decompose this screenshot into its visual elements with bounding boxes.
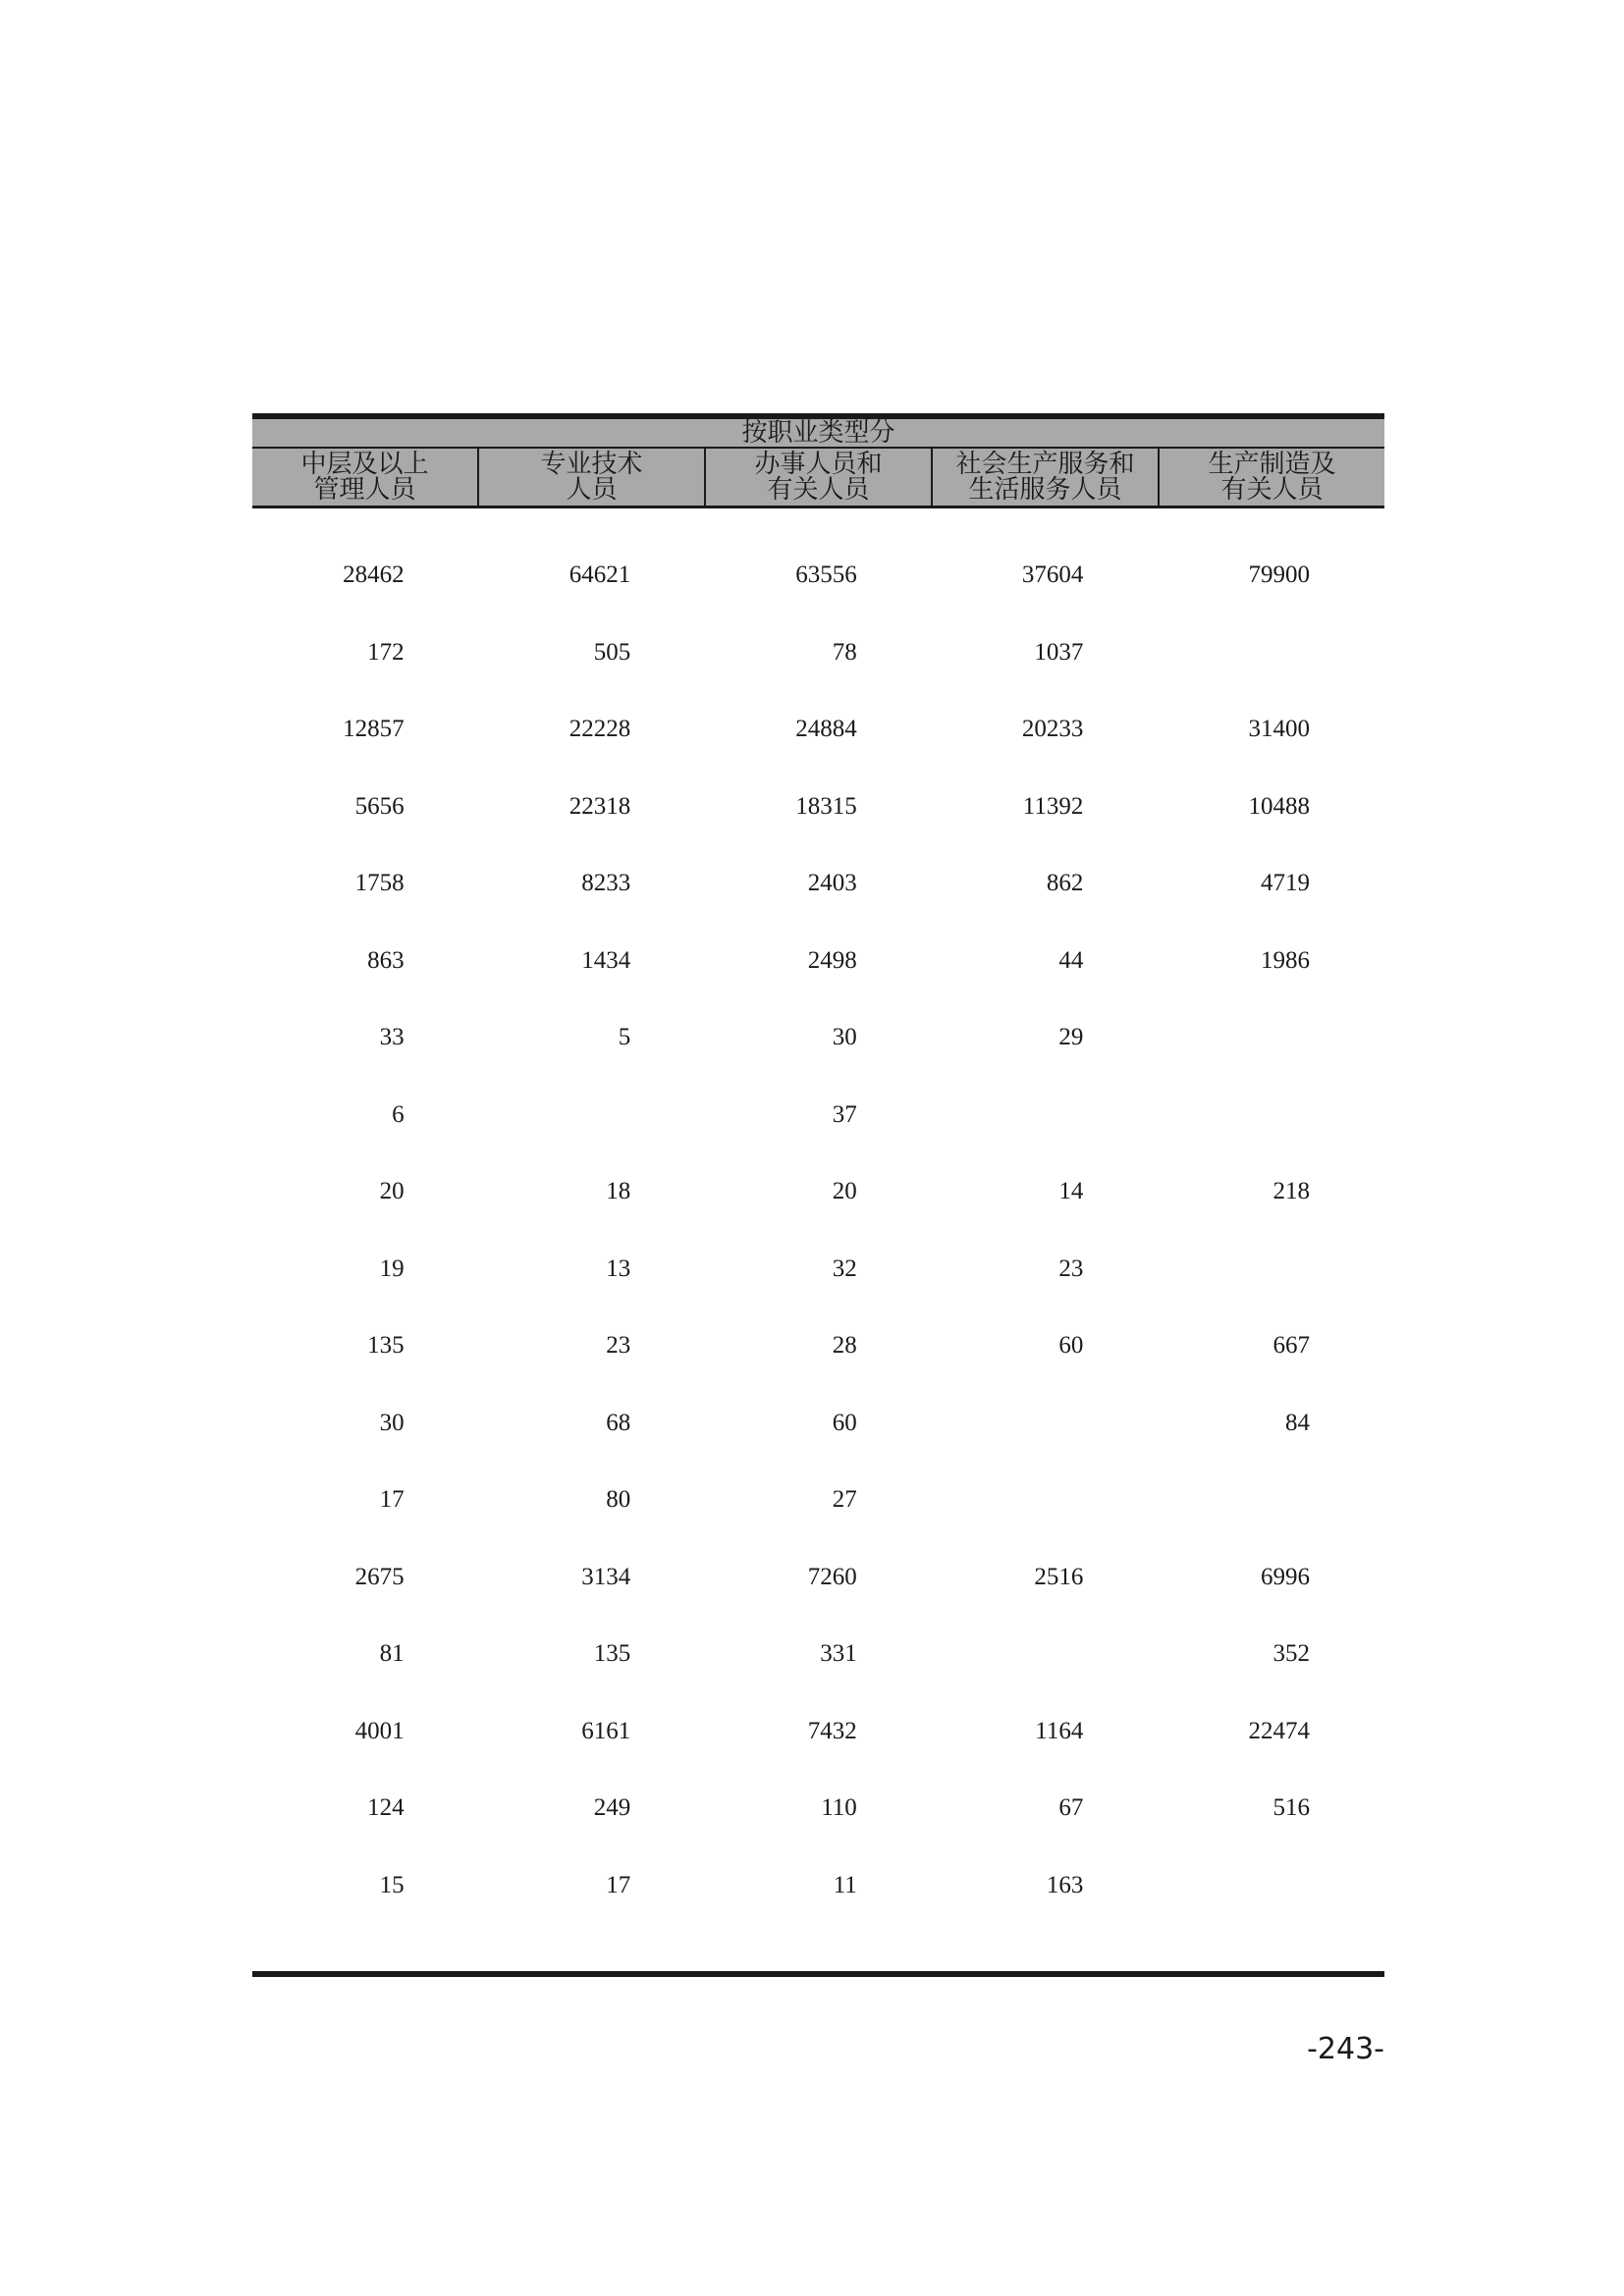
- table-cell: 20233: [1021, 716, 1084, 743]
- table-cell: 862: [1046, 870, 1084, 897]
- table-cell: 78: [832, 638, 857, 666]
- table-cell: 22318: [568, 792, 631, 820]
- table-row: [252, 1153, 1384, 1231]
- table-cell: 2675: [354, 1563, 405, 1590]
- column-header: 社会生产服务和 生活服务人员: [933, 449, 1160, 506]
- table-cell: 13: [606, 1255, 631, 1282]
- table-row: [252, 537, 1384, 614]
- table-cell: 17: [606, 1871, 631, 1898]
- table-cell: 1758: [354, 870, 405, 897]
- table-row: [252, 999, 1384, 1077]
- table-cell: 163: [1046, 1871, 1084, 1898]
- column-headers: [252, 449, 1384, 508]
- table-cell: 7432: [807, 1717, 857, 1744]
- table-cell: 249: [593, 1794, 631, 1822]
- table-cell: 18315: [795, 792, 857, 820]
- table-cell: 60: [832, 1409, 857, 1436]
- table-cell: 80: [606, 1486, 631, 1514]
- table-cell: 135: [593, 1640, 631, 1668]
- table-row: [252, 614, 1384, 692]
- column-header: 中层及以上 管理人员: [252, 449, 479, 506]
- table-cell: 3134: [581, 1563, 631, 1590]
- table-cell: 37604: [1021, 561, 1084, 589]
- table-cell: 124: [367, 1794, 405, 1822]
- table-cell: 33: [379, 1024, 405, 1051]
- table-row: [252, 1770, 1384, 1847]
- table-row: [252, 1231, 1384, 1308]
- table-cell: 5: [618, 1024, 631, 1051]
- table-row: [252, 1385, 1384, 1463]
- table-cell: 24884: [795, 716, 857, 743]
- table-cell: 8233: [581, 870, 631, 897]
- table-cell: 81: [379, 1640, 405, 1668]
- table-cell: 17: [379, 1486, 405, 1514]
- table-cell: 67: [1058, 1794, 1084, 1822]
- table-cell: 2516: [1034, 1563, 1084, 1590]
- table-cell: 29: [1058, 1024, 1084, 1051]
- table-row: [252, 1693, 1384, 1771]
- table-cell: 110: [821, 1794, 857, 1822]
- table-cell: 60: [1058, 1332, 1084, 1360]
- table-cell: 2498: [807, 946, 857, 974]
- table-row: [252, 1847, 1384, 1925]
- table-cell: 30: [379, 1409, 405, 1436]
- table-cell: 23: [606, 1332, 631, 1360]
- table-cell: 20: [379, 1178, 405, 1205]
- table-row: [252, 1462, 1384, 1539]
- table-cell: 20: [832, 1178, 857, 1205]
- table-cell: 27: [832, 1486, 857, 1514]
- table-cell: 218: [1272, 1178, 1310, 1205]
- table-cell: 11392: [1022, 792, 1084, 820]
- table-cell: 4001: [354, 1717, 405, 1744]
- column-header: 生产制造及 有关人员: [1208, 450, 1336, 505]
- table-cell: 22228: [568, 716, 631, 743]
- table-cell: 30: [832, 1024, 857, 1051]
- table-cell: 11: [833, 1871, 857, 1898]
- table-cell: 7260: [807, 1563, 857, 1590]
- table-cell: 516: [1272, 1794, 1310, 1822]
- table-cell: 64621: [568, 561, 631, 589]
- table-cell: 14: [1058, 1178, 1084, 1205]
- table-cell: 667: [1272, 1332, 1310, 1360]
- table-cell: 32: [832, 1255, 857, 1282]
- table-cell: 5656: [354, 792, 405, 820]
- table-cell: 23: [1058, 1255, 1084, 1282]
- table-cell: 505: [593, 638, 631, 666]
- table-cell: 37: [832, 1100, 857, 1128]
- table-cell: 44: [1058, 946, 1084, 974]
- table-cell: 1164: [1035, 1717, 1084, 1744]
- table-row: [252, 691, 1384, 769]
- table-cell: 31400: [1248, 716, 1310, 743]
- table-cell: 18: [606, 1178, 631, 1205]
- table-cell: 63556: [795, 561, 857, 589]
- table-row: [252, 1616, 1384, 1693]
- table-cell: 22474: [1248, 1717, 1310, 1744]
- table-cell: 863: [367, 946, 405, 974]
- table-cell: 6161: [581, 1717, 631, 1744]
- table-cell: 6: [392, 1100, 405, 1128]
- table-row: [252, 769, 1384, 846]
- table-cell: 79900: [1248, 561, 1310, 589]
- page-number: -243-: [1307, 2032, 1384, 2066]
- table-cell: 15: [379, 1871, 405, 1898]
- table-row: [252, 1308, 1384, 1385]
- table-row: [252, 1077, 1384, 1154]
- table-cell: 352: [1272, 1640, 1310, 1668]
- group-header: 按职业类型分: [252, 419, 1384, 449]
- occupation-table: [252, 413, 1384, 1924]
- table-cell: 28462: [343, 561, 405, 589]
- table-cell: 4719: [1260, 870, 1310, 897]
- table-cell: 12857: [343, 716, 405, 743]
- table-cell: 68: [606, 1409, 631, 1436]
- table-cell: 10488: [1248, 792, 1310, 820]
- table-cell: 1037: [1034, 638, 1084, 666]
- table-cell: 1434: [581, 946, 631, 974]
- table-cell: 28: [832, 1332, 857, 1360]
- bottom-rule: [252, 1971, 1384, 1977]
- table-row: [252, 845, 1384, 923]
- table-cell: 6996: [1260, 1563, 1310, 1590]
- table-row: [252, 1539, 1384, 1617]
- table-cell: 84: [1284, 1409, 1310, 1436]
- column-header: 专业技术 人员: [479, 449, 706, 506]
- table-cell: 135: [367, 1332, 405, 1360]
- table-cell: 2403: [807, 870, 857, 897]
- table-row: [252, 923, 1384, 1000]
- table-cell: 1986: [1260, 946, 1310, 974]
- column-header: 办事人员和 有关人员: [706, 449, 933, 506]
- table-cell: 172: [367, 638, 405, 666]
- table-cell: 331: [820, 1640, 857, 1668]
- table-cell: 19: [379, 1255, 405, 1282]
- table-body: [252, 537, 1384, 1924]
